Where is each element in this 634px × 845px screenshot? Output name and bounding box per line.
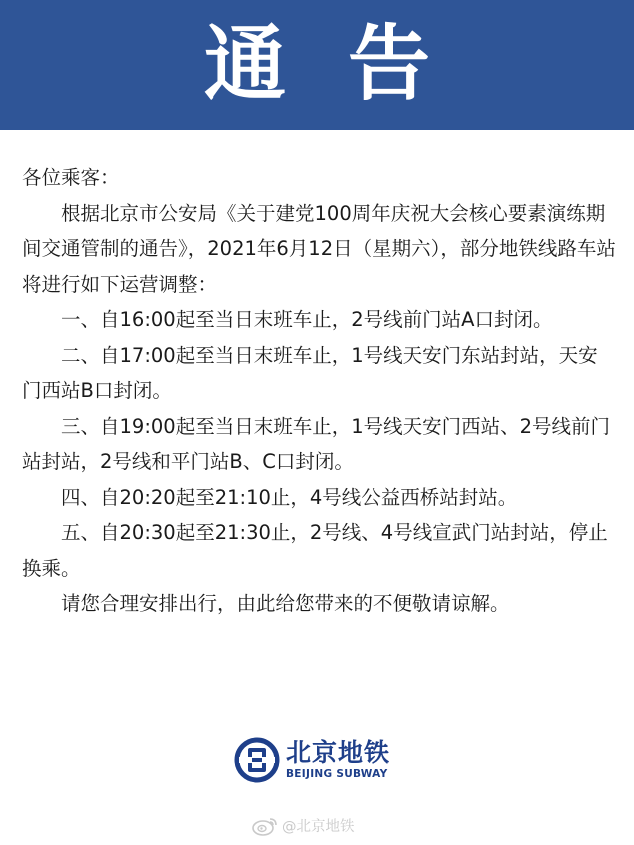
- notice-greeting: 各位乘客：: [22, 166, 120, 189]
- notice-item: 二、自17:00起至当日末班车止，1号线天安门东站封站，天安门西站B口封闭。: [22, 343, 598, 402]
- watermark-text: @北京地铁: [282, 819, 355, 835]
- notice-title: 通告: [203, 17, 492, 112]
- weibo-watermark: [252, 815, 355, 836]
- notice-item: 四、自20:20起至21:10止，4号线公益西桥站封站。: [61, 485, 518, 509]
- notice-intro: 根据北京市公安局《关于建党100周年庆祝大会核心要素演练期间交通管制的通告》，2021年6月12日（星期六），部分地铁线路车站将进行如下运营调整：: [22, 201, 616, 296]
- logo-name-en: BEIJING SUBWAY: [286, 768, 388, 780]
- notice-banner: [0, 0, 634, 130]
- notice-closing: 请您合理安排出行，由此给您带来的不便敬请谅解。: [61, 592, 510, 615]
- logo-name-cn: 北京地铁: [286, 738, 391, 767]
- notice-body: [22, 160, 617, 622]
- notice-item: 三、自19:00起至当日末班车止，1号线天安门西站、2号线前门站封站，2号线和平门站B、C口封闭。: [22, 414, 611, 473]
- beijing-subway-logo-icon: [234, 737, 280, 783]
- notice-item: 一、自16:00起至当日末班车止，2号线前门站A口封闭。: [61, 308, 553, 331]
- notice-item: 五、自20:30起至21:30止，2号线、4号线宣武门站封站，停止换乘。: [22, 521, 608, 580]
- beijing-subway-logo: [234, 737, 390, 783]
- weibo-icon: [252, 816, 278, 836]
